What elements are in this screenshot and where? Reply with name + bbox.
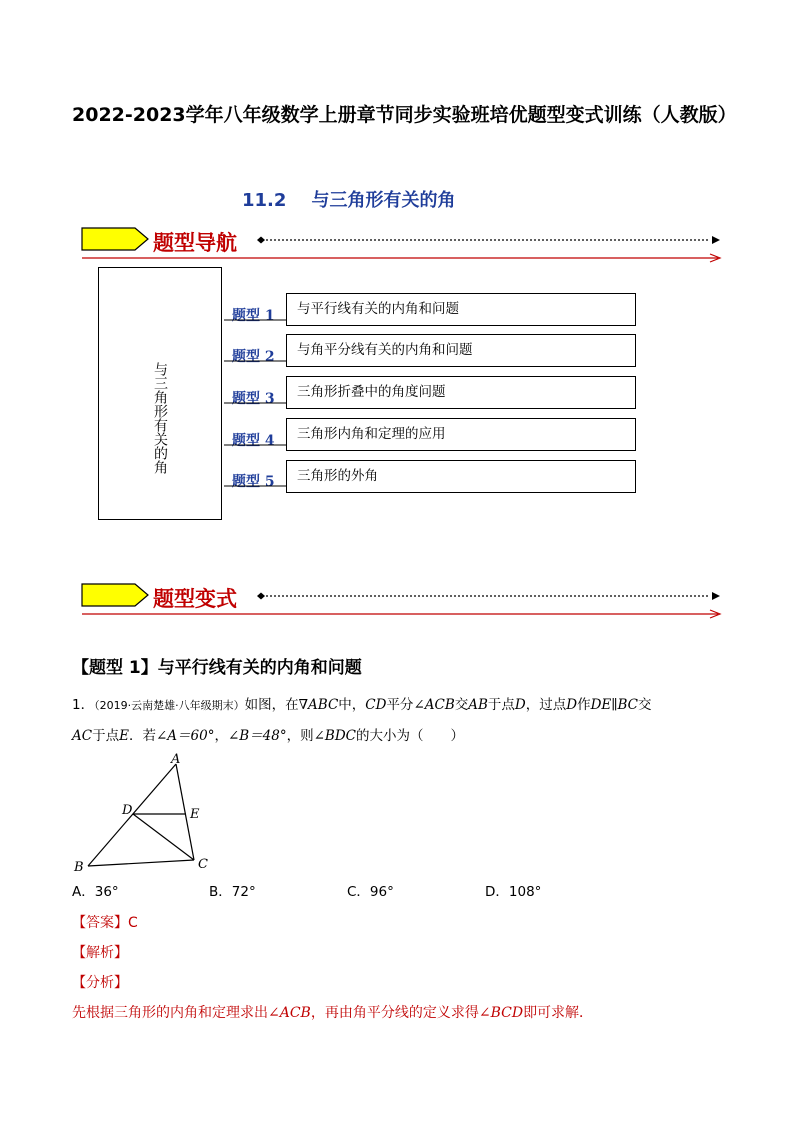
question-source: （2019·云南楚雄·八年级期末） bbox=[94, 699, 245, 712]
label-a: A bbox=[171, 752, 181, 767]
type-label-3: 题型 3 bbox=[232, 391, 275, 407]
question-fragment: ，过点 bbox=[525, 697, 567, 713]
answer-tag: 【答案】 bbox=[72, 915, 128, 931]
question-fragment: ．若 bbox=[128, 728, 156, 744]
option-a: A．36° bbox=[72, 884, 119, 900]
type-label-5: 题型 5 bbox=[232, 474, 275, 490]
math-term: D bbox=[514, 697, 526, 713]
type-box-1: 与平行线有关的内角和问题 bbox=[286, 293, 636, 326]
question-fragment: 于点 bbox=[487, 697, 515, 713]
label-b: B bbox=[74, 860, 84, 875]
section-header-variation bbox=[80, 578, 725, 628]
math-term: D bbox=[566, 697, 578, 713]
option-c: C．96° bbox=[347, 884, 394, 900]
math-term: AB bbox=[468, 697, 488, 713]
label-c: C bbox=[198, 857, 208, 872]
option-d: D．108° bbox=[485, 884, 542, 900]
question-fragment: 交 bbox=[638, 697, 652, 713]
answer-line bbox=[72, 912, 138, 932]
nav-connector-lines bbox=[222, 300, 288, 500]
label-e: E bbox=[190, 807, 200, 822]
topic-vertical-text: 与三角形有关的角 bbox=[152, 362, 168, 474]
question-line-2 bbox=[72, 721, 732, 752]
question-type-prefix: 【题型 1】 bbox=[72, 658, 158, 678]
math-term: ∠B＝48° bbox=[227, 728, 287, 744]
subtitle-text: 与三角形有关的角 bbox=[311, 190, 456, 211]
parse-tag: 【解析】 bbox=[72, 945, 128, 961]
question-fragment: 作 bbox=[577, 697, 591, 713]
question-fragment: 交 bbox=[454, 697, 469, 713]
type-box-3: 三角形折叠中的角度问题 bbox=[286, 376, 636, 409]
math-term: DE∥BC bbox=[590, 697, 638, 713]
topic-box bbox=[98, 267, 222, 520]
question-fragment: 中， bbox=[338, 697, 366, 713]
section-label: 题型变式 bbox=[153, 587, 237, 611]
analysis-tag: 【分析】 bbox=[72, 975, 128, 991]
analysis-fragment: ，再由角平分线的定义求得 bbox=[310, 1005, 479, 1021]
question-line-1 bbox=[72, 690, 732, 721]
question-number: 1． bbox=[72, 697, 95, 713]
math-term: ∠ACB bbox=[413, 697, 455, 713]
triangle-figure bbox=[70, 750, 220, 875]
side-bc bbox=[88, 860, 194, 866]
question-fragment: 的大小为（ ） bbox=[356, 728, 465, 744]
section-label: 题型导航 bbox=[153, 231, 237, 255]
option-b: B．72° bbox=[209, 884, 256, 900]
type-box-4: 三角形内角和定理的应用 bbox=[286, 418, 636, 451]
question-type-title: 与平行线有关的内角和问题 bbox=[157, 658, 362, 678]
answer-value: C bbox=[128, 915, 138, 931]
analysis-fragment: 即可求解． bbox=[523, 1005, 594, 1021]
label-d: D bbox=[122, 803, 133, 818]
type-label-4: 题型 4 bbox=[232, 433, 275, 449]
math-term: E bbox=[119, 728, 129, 744]
question-fragment: ， bbox=[214, 728, 228, 744]
math-term: CD bbox=[365, 697, 387, 713]
analysis-fragment: 先根据三角形的内角和定理求出 bbox=[72, 1005, 268, 1021]
section-header-nav bbox=[80, 222, 725, 272]
question-text bbox=[72, 690, 732, 752]
math-term: ∇ABC bbox=[298, 697, 339, 713]
section-subtitle bbox=[242, 186, 456, 212]
question-type-heading bbox=[72, 653, 362, 678]
math-term: ∠BDC bbox=[313, 728, 357, 744]
math-term: ∠A＝60° bbox=[155, 728, 215, 744]
question-fragment: ，则 bbox=[286, 728, 314, 744]
document-title: 2022-2023学年八年级数学上册章节同步实验班培优题型变式训练（人教版） bbox=[72, 104, 737, 126]
type-label-2: 题型 2 bbox=[232, 349, 275, 365]
math-term: AC bbox=[72, 728, 93, 744]
subtitle-number: 11.2 bbox=[242, 190, 287, 211]
math-term: ∠BCD bbox=[478, 1005, 524, 1021]
analysis-text bbox=[72, 1002, 742, 1022]
question-fragment: 平分 bbox=[386, 697, 414, 713]
question-fragment: 如图，在 bbox=[244, 697, 299, 713]
segment-cd bbox=[133, 814, 194, 860]
math-term: ∠ACB bbox=[268, 1005, 311, 1021]
type-box-2: 与角平分线有关的内角和问题 bbox=[286, 334, 636, 367]
type-box-5: 三角形的外角 bbox=[286, 460, 636, 493]
question-fragment: 于点 bbox=[92, 728, 120, 744]
type-label-1: 题型 1 bbox=[232, 308, 275, 324]
